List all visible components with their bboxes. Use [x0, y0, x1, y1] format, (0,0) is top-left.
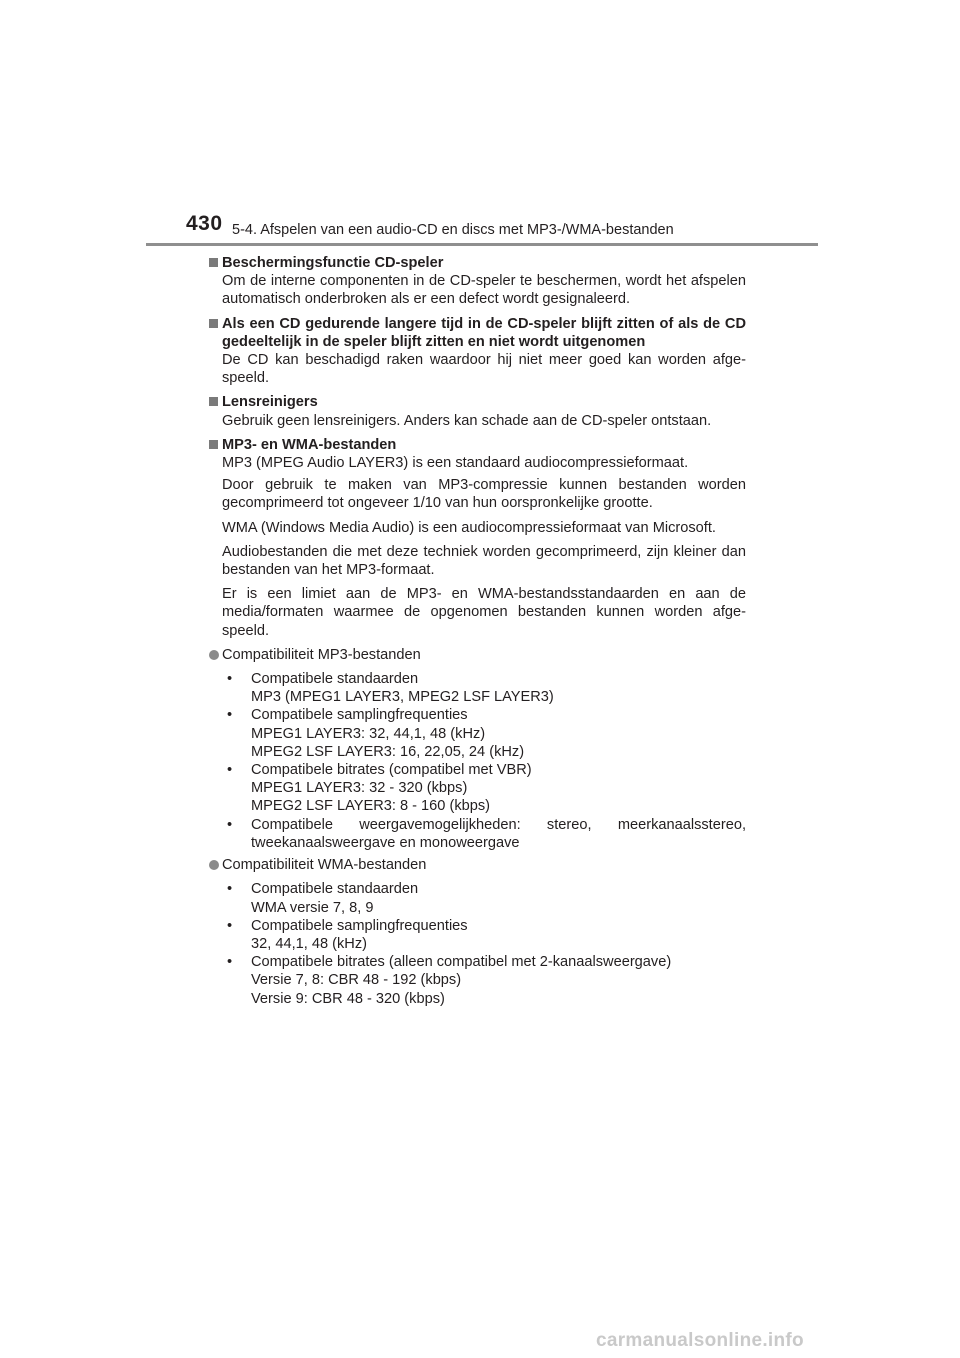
page-number: 430 [186, 212, 223, 235]
list-item: • Compatibele standaarden MP3 (MPEG1 LAYER3, MPEG2 LSF LAYER3) [227, 671, 554, 706]
list-item: • Compatibele samplingfrequenties 32, 44,1, 48 (kHz) [227, 917, 468, 952]
section-mp3-wma [208, 436, 746, 1008]
running-title: 5-4. Afspelen van een audio-CD en discs met MP3-/WMA-bestanden [232, 222, 674, 238]
mp3-compatibility-list [208, 670, 746, 852]
section-lens-cleaners [208, 393, 746, 429]
dot-marker: • [227, 707, 233, 724]
watermark-logo: carmanualsonline.info [596, 1330, 804, 1351]
dot-marker: • [227, 917, 233, 934]
section-heading: Beschermingsfunctie CD-speler [208, 254, 746, 272]
dot-marker: • [227, 671, 233, 688]
square-bullet-icon [209, 258, 218, 267]
dot-marker: • [227, 762, 233, 779]
list-item: • Compatibele bitrates (alleen compatibel met 2-kanaalsweergave) Versie 7, 8: CBR 48 - 192 (kbps) Versie 9: CBR 48 - 320 (kbps) [227, 954, 672, 1007]
list-item: • Compatibele weergavemogelijkheden: stereo, meerkanaalsstereo, tweekanaalsweergave en monoweergave [227, 816, 746, 851]
list-item: • Compatibele samplingfrequenties MPEG1 LAYER3: 32, 44,1, 48 (kHz) MPEG2 LSF LAYER3: 16, 22,05, 24 (kHz) [227, 707, 525, 760]
wma-compatibility-list [208, 880, 746, 1007]
section-heading: Lensreinigers [208, 393, 746, 411]
dot-marker: • [227, 954, 233, 971]
header-rule [146, 243, 818, 246]
paragraph: De CD kan beschadigd raken waardoor hij niet meer goed kan worden afge-speeld. [222, 352, 746, 387]
section-heading: Als een CD gedurende langere tijd in de CD-speler blijft zitten of als de CD gedeeltelijk in de speler blijft zitten en niet wordt uitgenomen [208, 315, 746, 351]
section-heading: MP3- en WMA-bestanden [208, 436, 746, 454]
wma-compatibility-title: Compatibiliteit WMA-bestanden [208, 856, 746, 874]
square-bullet-icon [209, 319, 218, 328]
paragraph: Audiobestanden die met deze techniek worden gecomprimeerd, zijn kleiner dan bestanden van het MP3-formaat. [222, 543, 746, 579]
square-bullet-icon [209, 440, 218, 449]
paragraph: WMA (Windows Media Audio) is een audiocompressieformaat van Microsoft. [222, 519, 716, 536]
paragraph: Om de interne componenten in de CD-speler te beschermen, wordt het afspelen automatisch onderbroken als er een defect wordt gesignaleerd. [222, 273, 746, 308]
circle-bullet-icon [209, 650, 219, 660]
page-header [0, 0, 960, 250]
list-item: • Compatibele standaarden WMA versie 7, 8, 9 [227, 881, 419, 916]
page-content [208, 254, 746, 1012]
paragraph: Er is een limiet aan de MP3- en WMA-bestandsstandaarden en aan de media/formaten waarmee de opgenomen bestanden kunnen worden afge-speeld. [222, 586, 746, 639]
paragraph: MP3 (MPEG Audio LAYER3) is een standaard audiocompressieformaat. [222, 455, 689, 472]
dot-marker: • [227, 816, 233, 833]
paragraph: Gebruik geen lensreinigers. Anders kan schade aan de CD-speler ontstaan. [222, 412, 712, 429]
section-cd-protection [208, 254, 746, 309]
dot-marker: • [227, 881, 233, 898]
square-bullet-icon [209, 397, 218, 406]
circle-bullet-icon [209, 860, 219, 870]
mp3-compatibility-title: Compatibiliteit MP3-bestanden [208, 646, 746, 664]
section-cd-stuck [208, 315, 746, 388]
list-item: • Compatibele bitrates (compatibel met VBR) MPEG1 LAYER3: 32 - 320 (kbps) MPEG2 LSF LAYER3: 8 - 160 (kbps) [227, 762, 532, 815]
paragraph: Door gebruik te maken van MP3-compressie kunnen bestanden worden gecomprimeerd tot ongeveer 1/10 van hun oorspronkelijke grootte. [222, 477, 746, 512]
